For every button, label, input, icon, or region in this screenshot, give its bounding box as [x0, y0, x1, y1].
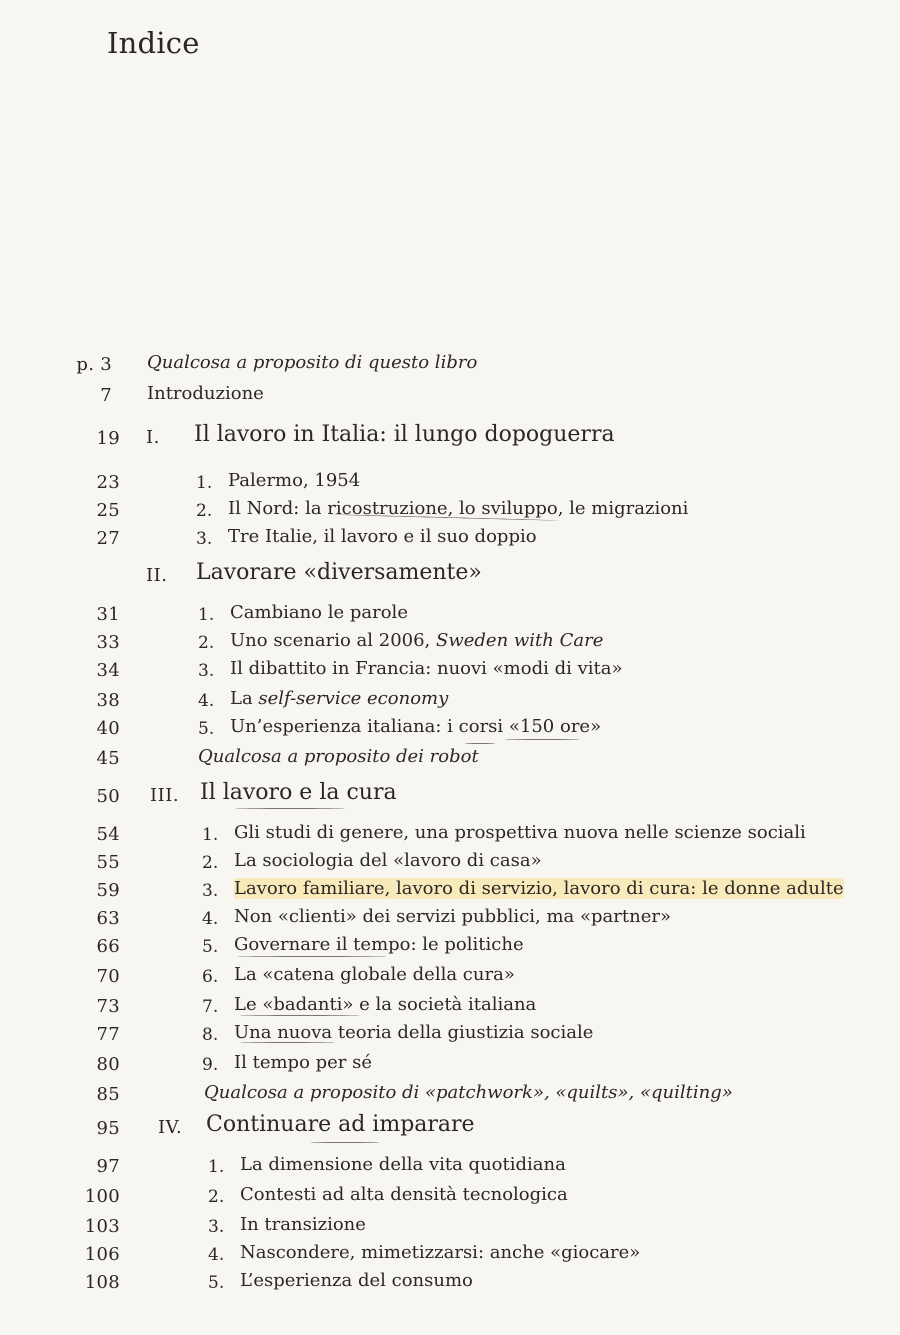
toc-page-number: 34 [96, 660, 120, 681]
pencil-underline [310, 1142, 380, 1143]
toc-entry [0, 1182, 900, 1210]
toc-section-title: Una nuova teoria della giustizia sociale [234, 1022, 594, 1043]
toc-page-number: 106 [84, 1244, 120, 1265]
toc-page-number: 45 [96, 748, 120, 769]
toc-page-number: 27 [96, 528, 120, 549]
toc-section-title: Non «clienti» dei servizi pubblici, ma «partner» [234, 906, 671, 927]
toc-entry [0, 656, 900, 684]
toc-essay-title: Qualcosa a proposito dei robot [198, 746, 479, 767]
toc-section-number: 2. [198, 633, 215, 653]
toc-section-number: 8. [202, 1025, 219, 1045]
toc-page-number: 33 [96, 632, 120, 653]
toc-page-number: 23 [96, 472, 120, 493]
toc-section-title: Palermo, 1954 [228, 470, 361, 491]
toc-section-number: 6. [202, 967, 219, 987]
pencil-underline [240, 1042, 335, 1043]
toc-section-title: Contesti ad alta densità tecnologica [240, 1184, 568, 1205]
toc-page-number: 77 [96, 1024, 120, 1045]
toc-page-number: 55 [96, 852, 120, 873]
toc-page-number: 31 [96, 604, 120, 625]
toc-entry [0, 686, 900, 714]
toc-section-number: 1. [208, 1157, 225, 1177]
toc-entry [0, 562, 900, 590]
toc-entry [0, 1268, 900, 1296]
toc-essay-title: Qualcosa a proposito di «patchwork», «quilts», «quilting» [204, 1082, 733, 1103]
toc-section-title: Il tempo per sé [234, 1052, 373, 1073]
toc-page-number: 95 [96, 1118, 120, 1139]
toc-entry [0, 782, 900, 810]
toc-page-number: 100 [84, 1186, 120, 1207]
toc-section-title: La sociologia del «lavoro di casa» [234, 850, 542, 871]
toc-section-number: 1. [202, 825, 219, 845]
toc-section-title: Gli studi di genere, una prospettiva nuova nelle scienze sociali [234, 822, 806, 843]
pencil-underline [235, 808, 345, 809]
toc-entry [0, 820, 900, 848]
toc-page-number: 40 [96, 718, 120, 739]
toc-section-number: 3. [202, 881, 219, 901]
toc-entry [0, 962, 900, 990]
toc-page-number: 85 [96, 1084, 120, 1105]
toc-section-title-italic: self-service economy [258, 688, 449, 709]
toc-entry [0, 468, 900, 496]
toc-page-number: 66 [96, 936, 120, 957]
toc-section-number: 4. [198, 691, 215, 711]
toc-page-number: 80 [96, 1054, 120, 1075]
toc-entry [0, 932, 900, 960]
toc-section-number: 3. [208, 1217, 225, 1237]
toc-section-title: Il dibattito in Francia: nuovi «modi di vita» [230, 658, 623, 679]
toc-entry [0, 628, 900, 656]
toc-section-title: Nascondere, mimetizzarsi: anche «giocare» [240, 1242, 641, 1263]
toc-entry [0, 992, 900, 1020]
toc-section-number: 5. [198, 719, 215, 739]
toc-section-number: 4. [202, 909, 219, 929]
toc-front-matter-title: Qualcosa a proposito di questo libro [147, 352, 478, 373]
toc-entry [0, 1240, 900, 1268]
toc-page-number: 97 [96, 1156, 120, 1177]
toc-entry [0, 744, 900, 772]
toc-entry [0, 424, 900, 452]
toc-section-number: 1. [198, 605, 215, 625]
toc-section-number: 5. [202, 937, 219, 957]
toc-section-number: 7. [202, 997, 219, 1017]
toc-section-title: Uno scenario al 2006, Sweden with Care [230, 630, 604, 651]
toc-entry [0, 848, 900, 876]
toc-chapter-title: Lavorare «diversamente» [196, 560, 482, 585]
toc-entry [0, 350, 900, 378]
toc-entry [0, 1114, 900, 1142]
toc-page-number: 25 [96, 500, 120, 521]
toc-page-number: 103 [84, 1216, 120, 1237]
toc-entry [0, 524, 900, 552]
toc-page-number: 73 [96, 996, 120, 1017]
toc-chapter-title: Il lavoro e la cura [200, 780, 397, 805]
toc-entry [0, 1212, 900, 1240]
toc-section-number: 3. [196, 529, 213, 549]
toc-section-number: 1. [196, 473, 213, 493]
pencil-underline [465, 743, 495, 744]
toc-section-title-italic: Sweden with Care [436, 630, 604, 651]
toc-section-title: In transizione [240, 1214, 366, 1235]
toc-entry [0, 1020, 900, 1048]
pencil-underline [240, 1015, 360, 1016]
toc-section-title: Cambiano le parole [230, 602, 408, 623]
toc-section-title: La dimensione della vita quotidiana [240, 1154, 566, 1175]
toc-page-number: 50 [96, 786, 120, 807]
toc-entry [0, 876, 900, 904]
pencil-underline [505, 739, 580, 740]
toc-chapter-title: Continuare ad imparare [206, 1112, 475, 1137]
toc-page-number: 63 [96, 908, 120, 929]
toc-section-number: 4. [208, 1245, 225, 1265]
toc-page-number: 38 [96, 690, 120, 711]
toc-page-number: 108 [84, 1272, 120, 1293]
toc-section-title: La self-service economy [230, 688, 449, 709]
toc-section-title: Il Nord: la ricostruzione, lo sviluppo, le migrazioni [228, 498, 689, 519]
pencil-underline [237, 956, 387, 957]
toc-section-number: 2. [208, 1187, 225, 1207]
toc-chapter-numeral: IV. [158, 1117, 183, 1138]
toc-page-number: 19 [96, 428, 120, 449]
toc-section-title: Lavoro familiare, lavoro di servizio, lavoro di cura: le donne adulte [234, 878, 844, 899]
toc-chapter-numeral: I. [146, 427, 160, 448]
toc-section-number: 3. [198, 661, 215, 681]
toc-chapter-numeral: III. [150, 785, 180, 806]
toc-entry [0, 496, 900, 524]
toc-entry [0, 381, 900, 409]
toc-section-title: Governare il tempo: le politiche [234, 934, 524, 955]
toc-section-number: 9. [202, 1055, 219, 1075]
toc-chapter-title: Il lavoro in Italia: il lungo dopoguerra [194, 422, 615, 447]
toc-page-number: 54 [96, 824, 120, 845]
toc-page-number: 59 [96, 880, 120, 901]
toc-section-title: La «catena globale della cura» [234, 964, 515, 985]
toc-entry [0, 600, 900, 628]
toc-section-number: 2. [196, 501, 213, 521]
toc-entry [0, 904, 900, 932]
toc-chapter-numeral: II. [146, 565, 168, 586]
toc-front-matter-title: Introduzione [147, 383, 264, 404]
toc-section-title: Le «badanti» e la società italiana [234, 994, 537, 1015]
toc-page-number: 7 [100, 385, 112, 406]
toc-entry [0, 1080, 900, 1108]
toc-entry [0, 1152, 900, 1180]
toc-section-number: 5. [208, 1273, 225, 1293]
toc-entry [0, 1050, 900, 1078]
toc-section-title: L’esperienza del consumo [240, 1270, 473, 1291]
toc-section-title: Un’esperienza italiana: i corsi «150 ore» [230, 716, 602, 737]
toc-page-number: 70 [96, 966, 120, 987]
toc-section-number: 2. [202, 853, 219, 873]
toc-section-title: Tre Italie, il lavoro e il suo doppio [228, 526, 537, 547]
page-title: Indice [107, 26, 200, 60]
toc-page-number: p. 3 [76, 354, 112, 375]
toc-entry [0, 714, 900, 742]
